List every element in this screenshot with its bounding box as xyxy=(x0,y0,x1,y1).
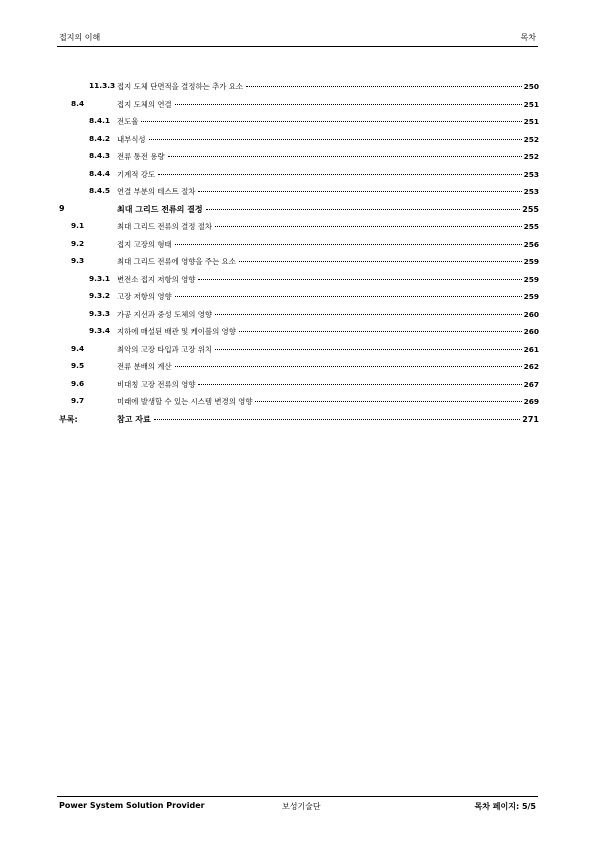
toc-entry-number: 9.3.2 xyxy=(89,291,111,300)
toc-entry[interactable] xyxy=(59,204,539,222)
toc-entry-title: 접지 고장의 형태 xyxy=(117,239,172,249)
table-of-contents xyxy=(59,81,539,431)
toc-entry-page: 269 xyxy=(523,397,539,406)
toc-entry[interactable] xyxy=(59,291,539,309)
toc-entry-page: 271 xyxy=(522,414,539,424)
toc-entry-title: 접지 도체 단면적을 결정하는 추가 요소 xyxy=(117,82,243,91)
toc-dot-leader xyxy=(198,279,521,280)
toc-entry-title: 가공 지선과 중성 도체의 영향 xyxy=(117,309,213,319)
toc-entry-page: 256 xyxy=(523,239,539,249)
toc-entry-page: 259 xyxy=(523,257,539,266)
toc-entry[interactable] xyxy=(59,99,539,117)
footer-page-number: 목차 페이지: 5/5 xyxy=(474,802,536,811)
toc-entry-title: 내부식성 xyxy=(117,134,146,144)
footer-divider xyxy=(57,796,538,797)
toc-entry-page: 261 xyxy=(523,344,539,354)
header-document-title: 접지의 이해 xyxy=(59,33,101,42)
toc-dot-leader xyxy=(215,226,521,227)
toc-entry[interactable] xyxy=(59,274,539,292)
toc-entry[interactable] xyxy=(59,256,539,274)
toc-entry[interactable] xyxy=(59,151,539,169)
toc-entry[interactable] xyxy=(59,81,539,99)
toc-entry-number: 9.5 xyxy=(71,361,85,370)
toc-entry-title: 최대 그리드 전류의 결정 절차 xyxy=(117,222,213,231)
toc-entry[interactable] xyxy=(59,396,539,414)
toc-entry-number: 9.4 xyxy=(71,343,85,353)
toc-dot-leader xyxy=(255,401,521,402)
toc-entry[interactable] xyxy=(59,116,539,134)
toc-entry-title: 변전소 접지 저항의 영향 xyxy=(117,274,196,284)
toc-entry-number: 8.4.3 xyxy=(89,151,111,160)
toc-entry-number: 9.1 xyxy=(71,221,85,230)
toc-entry-page: 260 xyxy=(523,327,539,336)
toc-entry-number: 9.3.1 xyxy=(89,273,111,283)
toc-entry[interactable] xyxy=(59,379,539,397)
header-section-title: 목차 xyxy=(520,33,536,42)
toc-entry-page: 250 xyxy=(523,82,539,91)
toc-entry-title: 고장 저항의 영향 xyxy=(117,292,172,301)
toc-entry-title: 전도율 xyxy=(117,117,139,126)
toc-entry-title: 연결 부분의 테스트 절차 xyxy=(117,187,196,196)
toc-entry-number: 8.4.4 xyxy=(89,168,111,178)
toc-entry-title: 접지 도체의 연결 xyxy=(117,99,172,109)
toc-dot-leader xyxy=(198,191,521,192)
toc-entry-title: 기계적 강도 xyxy=(117,169,156,179)
toc-dot-leader xyxy=(154,419,521,420)
toc-dot-leader xyxy=(246,86,522,87)
toc-dot-leader xyxy=(239,261,522,262)
toc-entry-page: 253 xyxy=(523,169,539,179)
toc-dot-leader xyxy=(141,121,521,122)
toc-dot-leader xyxy=(198,384,521,385)
toc-entry-title: 최악의 고장 타입과 고장 위치 xyxy=(117,344,213,354)
toc-entry-number: 부록: xyxy=(59,414,78,424)
toc-entry-page: 255 xyxy=(522,204,539,214)
toc-entry-number: 9.2 xyxy=(71,238,85,248)
toc-entry-title: 참고 자료 xyxy=(117,414,151,424)
toc-entry[interactable] xyxy=(59,169,539,187)
toc-entry-number: 8.4 xyxy=(71,98,85,108)
toc-entry-page: 259 xyxy=(523,274,539,284)
toc-entry-page: 252 xyxy=(523,134,539,144)
footer-company: Power System Solution Provider xyxy=(59,801,205,810)
toc-entry[interactable] xyxy=(59,239,539,257)
toc-dot-leader xyxy=(158,174,522,175)
toc-entry[interactable] xyxy=(59,361,539,379)
toc-entry[interactable] xyxy=(59,309,539,327)
toc-entry-number: 9.6 xyxy=(71,378,85,388)
toc-dot-leader xyxy=(175,104,522,105)
toc-dot-leader xyxy=(149,139,522,140)
toc-entry-number: 9.3.3 xyxy=(89,308,111,318)
toc-dot-leader xyxy=(215,314,521,315)
toc-entry[interactable] xyxy=(59,134,539,152)
toc-dot-leader xyxy=(239,331,522,332)
toc-entry-page: 260 xyxy=(523,309,539,319)
toc-dot-leader xyxy=(175,296,522,297)
toc-entry-number: 9.3 xyxy=(71,256,85,265)
toc-entry[interactable] xyxy=(59,186,539,204)
toc-entry-title: 최대 그리드 전류에 영향을 주는 요소 xyxy=(117,257,236,266)
toc-entry[interactable] xyxy=(59,414,539,432)
toc-entry-number: 9.3.4 xyxy=(89,326,111,335)
toc-entry-page: 252 xyxy=(523,152,539,161)
toc-entry-number: 11.3.3 xyxy=(89,81,116,90)
toc-entry-page: 253 xyxy=(523,187,539,196)
toc-entry-number: 9.7 xyxy=(71,396,85,405)
toc-dot-leader xyxy=(168,156,522,157)
toc-entry-title: 지하에 매설된 배관 및 케이블의 영향 xyxy=(117,327,236,336)
toc-entry[interactable] xyxy=(59,326,539,344)
toc-entry-title: 전류 분배의 계산 xyxy=(117,362,172,371)
toc-dot-leader xyxy=(206,209,521,210)
toc-entry-title: 최대 그리드 전류의 결정 xyxy=(117,204,203,214)
footer-organization: 보성기술단 xyxy=(282,802,321,811)
toc-entry-number: 8.4.2 xyxy=(89,133,111,143)
toc-entry-number: 9 xyxy=(59,203,65,213)
toc-dot-leader xyxy=(215,349,521,350)
toc-entry-page: 259 xyxy=(523,292,539,301)
toc-entry-page: 251 xyxy=(523,117,539,126)
toc-entry-title: 비대칭 고장 전류의 영향 xyxy=(117,379,196,389)
toc-dot-leader xyxy=(175,366,522,367)
toc-entry-title: 미래에 발생할 수 있는 시스템 변경의 영향 xyxy=(117,397,253,406)
toc-entry[interactable] xyxy=(59,344,539,362)
toc-entry-page: 251 xyxy=(523,99,539,109)
toc-entry-number: 8.4.1 xyxy=(89,116,111,125)
toc-entry[interactable] xyxy=(59,221,539,239)
toc-dot-leader xyxy=(175,244,522,245)
toc-entry-page: 255 xyxy=(523,222,539,231)
header-divider xyxy=(57,46,538,47)
toc-entry-page: 267 xyxy=(523,379,539,389)
toc-entry-number: 8.4.5 xyxy=(89,186,111,195)
toc-entry-page: 262 xyxy=(523,362,539,371)
toc-entry-title: 전류 통전 용량 xyxy=(117,152,165,161)
